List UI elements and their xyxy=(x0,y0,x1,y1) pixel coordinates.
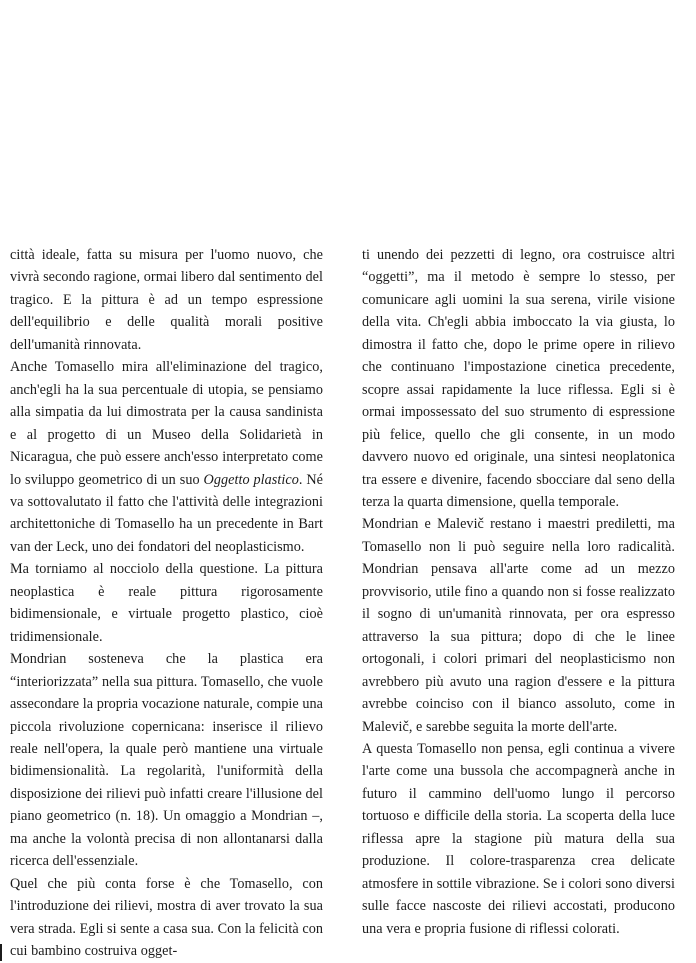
paragraph-pittura-neoplastica: Ma torniamo al nocciolo della questione. La pittura neoplastica è reale pittura rigorosamente bidimensionale, e virtuale progetto plastico, cioè tridimensionale. xyxy=(10,561,323,645)
paragraph-citta-ideale: città ideale, fatta su misura per l'uomo nuovo, che vivrà secondo ragione, ormai libero dal sentimento del tragico. E la pittura è ad un tempo espressione dell'equilibrio e delle qualità morali positive dell'umanità rinnovata. xyxy=(10,247,323,353)
paragraph-oggetti: ti unendo dei pezzetti di legno, ora costruisce altri “oggetti”, ma il metodo è sempre lo stesso, per comunicare agli uomini la sua serena, virile visione della vita. Ch'egli abbia imboccato la via giusta, lo dimostra il fatto che, dopo le prime opere in rilievo che continuano l'impostazione cinetica precedente, scopre assai rapidamente la luce riflessa. Egli si è ormai impossessato del suo strumento di espressione più felice, quello che gli consente, in un modo davvero nuovo ed originale, una sintesi neoplatonica tra essere e divenire, facendo sbocciare dal seno della terza la quarta dimensione, quella temporale. xyxy=(362,247,675,510)
text-column-left xyxy=(10,244,323,963)
paragraph-luce-riflessa: A questa Tomasello non pensa, egli continua a vivere l'arte come una bussola che accompagnerà anche in futuro il cammino dell'uomo lungo il percorso tortuoso e difficile della storia. La scoperta della luce riflessa apre la stagione più matura della sua produzione. Il colore-trasparenza crea delicate atmosfere in sottile vibrazione. Se i colori sono diversi sulle facce nascoste dei rilievi accostati, producono una vera e propria fusione di riflessi colorati. xyxy=(362,740,675,937)
paragraph-tomasello-utopia xyxy=(10,356,323,558)
artwork-title: Oggetto plastico xyxy=(203,471,299,488)
paragraph-rilievi: Quel che più conta forse è che Tomasello, con l'introduzione dei rilievi, mostra di aver trovato la sua vera strada. Egli si sente a casa sua. Con la felicità con cui bambino costruiva ogget- xyxy=(10,875,323,960)
paragraph-mondrian-plastica: Mondrian sosteneva che la plastica era “interiorizzata” nella sua pittura. Tomasello, che vuole assecondare la propria vocazione naturale, compie una piccola rivoluzione copernicana: inserisce il rilievo reale nell'opera, la quale però mantiene una virtuale bidimensionalità. La regolarità, l'uniformità della disposizione dei rilievi può infatti creare l'illusione del piano geometrico (n. 18). Un omaggio a Mondrian –, ma anche la volontà precisa di non allontanarsi dalla ricerca dell'essenziale. xyxy=(10,651,323,870)
paragraph-text: . Né va sottovalutato il fatto che l'attività delle integrazioni architettoniche di Tomasello ha un precedente in Bart van der Leck, uno dei fondatori del neoplasticismo. xyxy=(10,471,324,555)
page-edge-mark xyxy=(0,944,2,961)
paragraph-mondrian-malevic: Mondrian e Malevič restano i maestri prediletti, ma Tomasello non li può seguire nella loro radicalità. Mondrian pensava all'arte come ad un mezzo provvisorio, utile fino a quando non si fosse realizzato il sogno di un'umanità rinnovata, per ora espresso attraverso la sua pittura; dopo di che le linee ortogonali, i colori primari del neoplasticismo non avrebbero più avuto una ragion d'essere e la pittura avrebbe coinciso con il bianco assoluto, come in Malevič, e sarebbe seguita la morte dell'arte. xyxy=(362,516,675,735)
paragraph-text: Anche Tomasello mira all'eliminazione del tragico, anch'egli ha la sua percentuale di utopia, se pensiamo alla simpatia da lui dimostrata per la causa sandinista e al progetto di un Museo della Solidarietà in Nicaragua, che può essere anch'esso interpretato come lo sviluppo geometrico di un suo xyxy=(10,359,323,488)
text-column-right xyxy=(362,244,675,940)
